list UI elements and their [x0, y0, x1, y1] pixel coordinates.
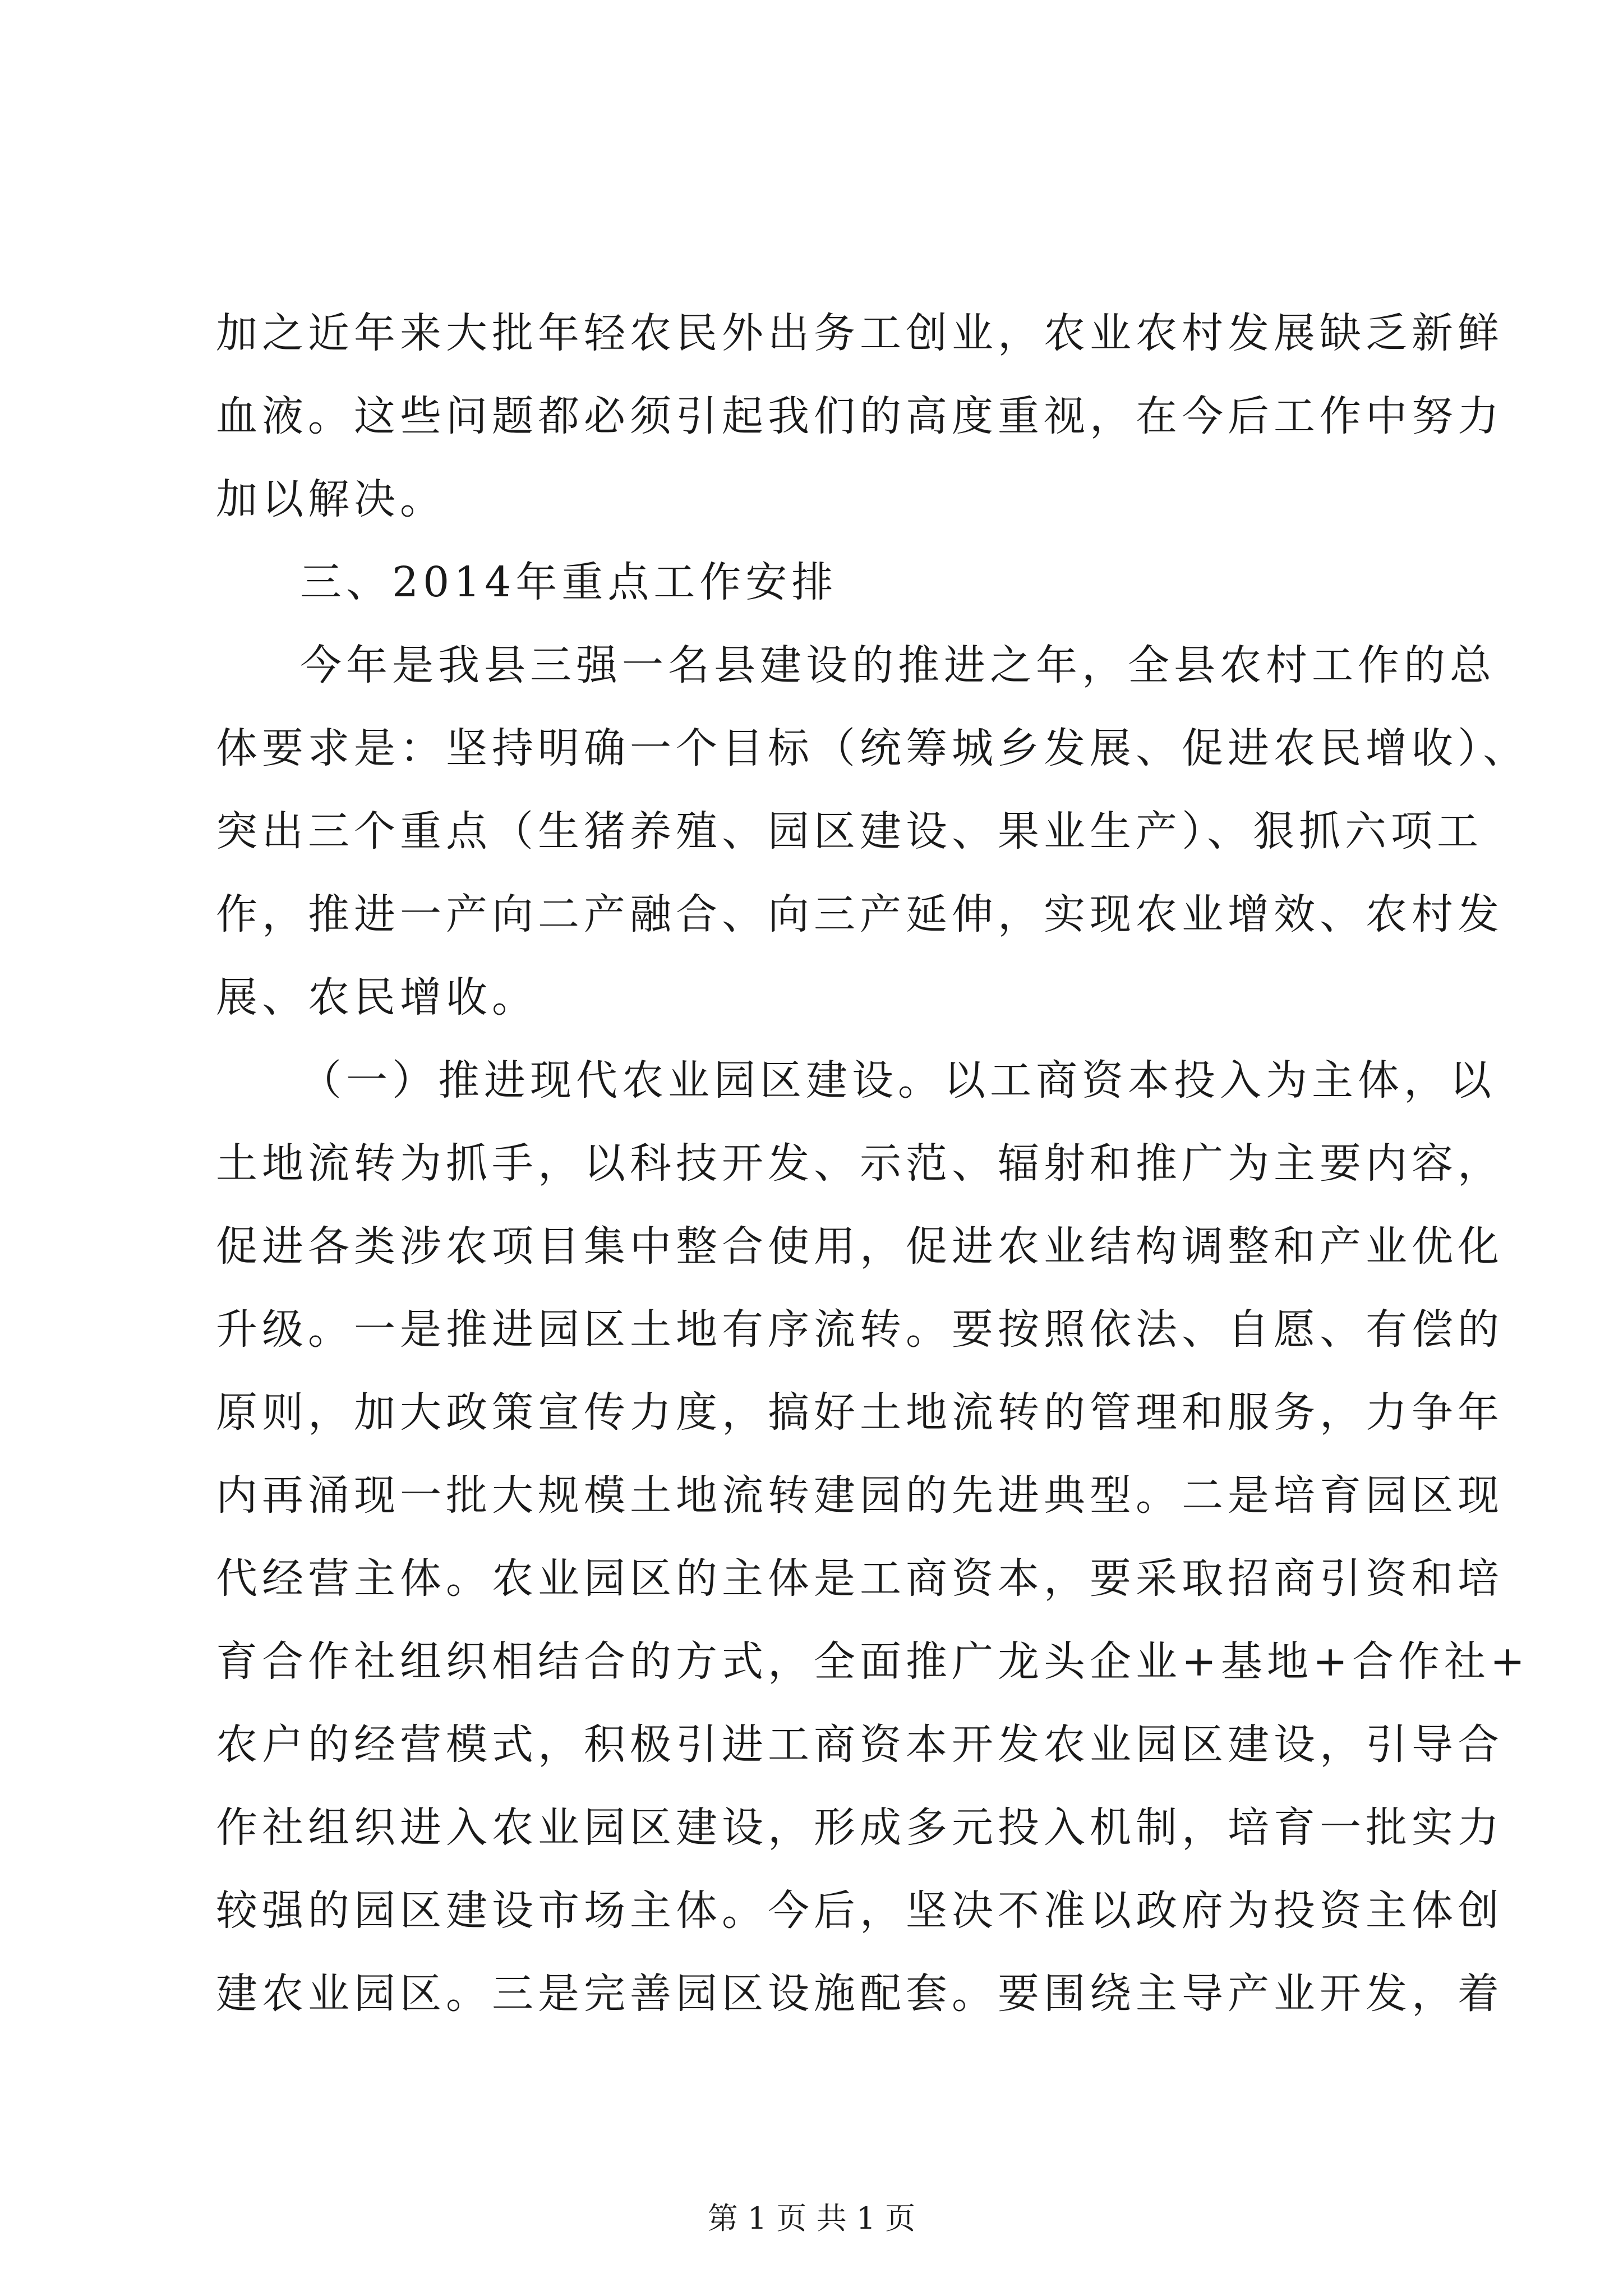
- text-line: 展、农民增收。: [216, 973, 538, 1022]
- text-line: 促进各类涉农项目集中整合使用，促进农业结构调整和产业优化: [216, 1222, 1504, 1271]
- body-text: [216, 292, 1530, 2035]
- text-line: 今年是我县三强一名县建设的推进之年，全县农村工作的总: [300, 641, 1496, 689]
- text-line: 农户的经营模式，积极引进工商资本开发农业园区建设，引导合: [216, 1720, 1504, 1769]
- text-line: 原则，加大政策宣传力度，搞好土地流转的管理和服务，力争年: [216, 1388, 1504, 1437]
- text-line: 内再涌现一批大规模土地流转建园的先进典型。二是培育园区现: [216, 1471, 1504, 1520]
- text-line: 升级。一是推进园区土地有序流转。要按照依法、自愿、有偿的: [216, 1305, 1504, 1354]
- text-line: 较强的园区建设市场主体。今后，坚决不准以政府为投资主体创: [216, 1887, 1504, 1935]
- text-line: 体要求是：坚持明确一个目标（统筹城乡发展、促进农民增收）、: [216, 724, 1529, 772]
- text-line: 建农业园区。三是完善园区设施配套。要围绕主导产业开发，着: [216, 1970, 1504, 2018]
- text-line: 作，推进一产向二产融合、向三产延伸，实现农业增效、农村发: [216, 890, 1504, 938]
- section-heading: 三、2014年重点工作安排: [300, 558, 838, 606]
- text-line: 土地流转为抓手，以科技开发、示范、辐射和推广为主要内容，: [216, 1139, 1504, 1188]
- text-line: 育合作社组织相结合的方式，全面推广龙头企业+基地+合作社+: [216, 1637, 1530, 1686]
- page-footer: 第 1 页 共 1 页: [707, 2201, 916, 2236]
- text-line: 突出三个重点（生猪养殖、园区建设、果业生产）、狠抓六项工: [216, 807, 1483, 855]
- text-line: 作社组织进入农业园区建设，形成多元投入机制，培育一批实力: [216, 1803, 1504, 1852]
- text-line: 加以解决。: [216, 475, 446, 523]
- subsection-paragraph: （一）推进现代农业园区建设。以工商资本投入为主体，以: [300, 1056, 1496, 1105]
- text-line: 加之近年来大批年轻农民外出务工创业，农业农村发展缺乏新鲜: [216, 309, 1504, 357]
- text-line: 代经营主体。农业园区的主体是工商资本，要采取招商引资和培: [216, 1554, 1504, 1603]
- text-line: 血液。这些问题都必须引起我们的高度重视，在今后工作中努力: [216, 392, 1504, 440]
